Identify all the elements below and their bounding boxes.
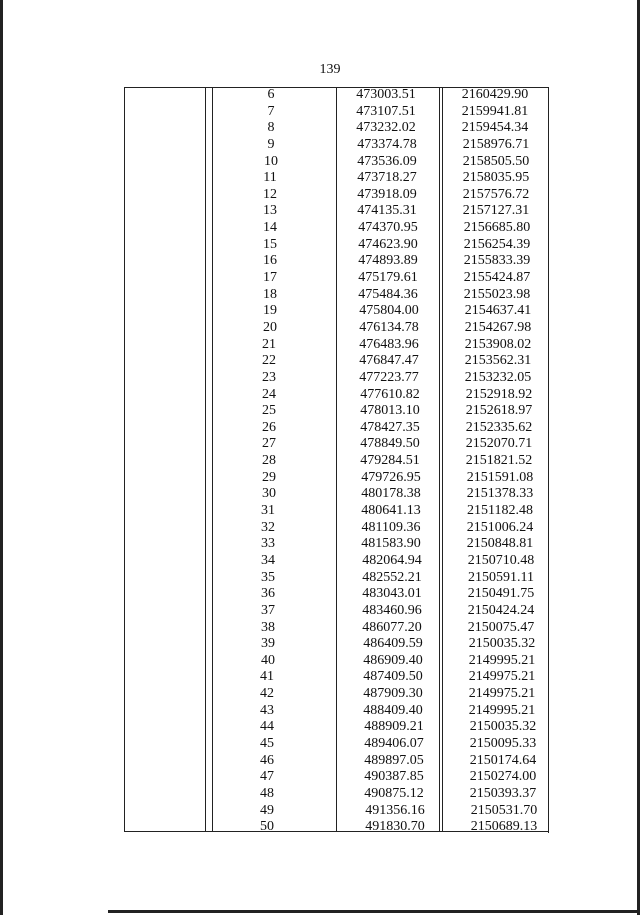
x-coordinate-cell: 478427.35	[360, 419, 420, 435]
table-row	[124, 202, 554, 219]
x-coordinate-cell: 478013.10	[360, 403, 420, 419]
x-coordinate-cell: 473918.09	[357, 186, 417, 202]
point-number-cell: 13	[263, 203, 277, 219]
table-row	[124, 752, 554, 769]
x-coordinate-cell: 480178.38	[361, 486, 421, 502]
y-coordinate-cell: 2150035.32	[468, 636, 536, 652]
y-coordinate-cell: 2150035.32	[469, 719, 537, 735]
y-coordinate-cell: 2150591.11	[468, 569, 534, 585]
point-number-cell: 43	[260, 702, 274, 718]
table-row	[124, 635, 554, 652]
x-coordinate-cell: 490387.85	[364, 769, 424, 785]
x-coordinate-cell: 476483.96	[359, 336, 419, 352]
x-coordinate-cell: 479726.95	[361, 469, 421, 485]
x-coordinate-cell: 483043.01	[362, 586, 422, 602]
y-coordinate-cell: 2149975.21	[468, 686, 536, 702]
table-row	[124, 519, 554, 536]
x-coordinate-cell: 477223.77	[359, 369, 419, 385]
table-row	[124, 419, 554, 436]
x-coordinate-cell: 473536.09	[357, 153, 417, 169]
table-row	[124, 86, 554, 103]
x-coordinate-cell: 475484.36	[358, 286, 418, 302]
table-row	[124, 585, 554, 602]
point-number-cell: 23	[262, 369, 276, 385]
y-coordinate-cell: 2156685.80	[463, 220, 531, 236]
x-coordinate-cell: 486909.40	[363, 652, 423, 668]
y-coordinate-cell: 2157127.31	[462, 203, 530, 219]
point-number-cell: 21	[262, 336, 276, 352]
y-coordinate-cell: 2155023.98	[463, 286, 531, 302]
table-row	[124, 352, 554, 369]
table-row	[124, 369, 554, 386]
point-number-cell: 41	[260, 669, 274, 685]
table-row	[124, 535, 554, 552]
point-number-cell: 38	[261, 619, 275, 635]
x-coordinate-cell: 473003.51	[356, 87, 416, 102]
x-coordinate-cell: 474135.31	[357, 203, 417, 219]
point-number-cell: 35	[261, 569, 275, 585]
point-number-cell: 8	[267, 120, 275, 136]
y-coordinate-cell: 2150531.70	[470, 802, 538, 818]
point-number-cell: 29	[262, 469, 276, 485]
table-row	[124, 469, 554, 486]
y-coordinate-cell: 2159454.34	[461, 120, 529, 136]
point-number-cell: 30	[262, 486, 276, 502]
x-coordinate-cell: 476847.47	[359, 353, 419, 369]
point-number-cell: 34	[261, 552, 275, 568]
y-coordinate-cell: 2158976.71	[462, 136, 530, 152]
point-number-cell: 24	[262, 386, 276, 402]
point-number-cell: 28	[262, 453, 276, 469]
x-coordinate-cell: 486409.59	[363, 636, 423, 652]
table-row	[124, 602, 554, 619]
table-row	[124, 569, 554, 586]
table-row	[124, 802, 554, 819]
point-number-cell: 27	[262, 436, 276, 452]
x-coordinate-cell: 482552.21	[362, 569, 422, 585]
y-coordinate-cell: 2155424.87	[463, 270, 531, 286]
y-coordinate-cell: 2152618.97	[465, 403, 533, 419]
point-number-cell: 25	[262, 403, 276, 419]
point-number-cell: 48	[260, 785, 274, 801]
x-coordinate-cell: 479284.51	[360, 453, 420, 469]
x-coordinate-cell: 489406.07	[364, 735, 424, 751]
y-coordinate-cell: 2153908.02	[464, 336, 532, 352]
point-number-cell: 26	[262, 419, 276, 435]
x-coordinate-cell: 473107.51	[356, 103, 416, 119]
table-row	[124, 619, 554, 636]
point-number-cell: 31	[261, 503, 275, 519]
y-coordinate-cell: 2154637.41	[464, 303, 532, 319]
x-coordinate-cell: 486077.20	[362, 619, 422, 635]
y-coordinate-cell: 2153562.31	[464, 353, 532, 369]
point-number-cell: 16	[263, 253, 277, 269]
x-coordinate-cell: 473718.27	[357, 170, 417, 186]
y-coordinate-cell: 2151591.08	[466, 469, 534, 485]
point-number-cell: 32	[261, 519, 275, 535]
table-row	[124, 785, 554, 802]
x-coordinate-cell: 473374.78	[357, 136, 417, 152]
table-row	[124, 818, 554, 835]
point-number-cell: 40	[261, 652, 275, 668]
scan-edge-left	[0, 0, 3, 915]
point-number-cell: 12	[263, 186, 277, 202]
page-number: 139	[319, 62, 341, 77]
y-coordinate-cell: 2150095.33	[469, 735, 537, 751]
table-row	[124, 269, 554, 286]
y-coordinate-cell: 2152918.92	[465, 386, 533, 402]
y-coordinate-cell: 2150075.47	[467, 619, 535, 635]
x-coordinate-cell: 476134.78	[359, 319, 419, 335]
y-coordinate-cell: 2150848.81	[466, 536, 534, 552]
y-coordinate-cell: 2153232.05	[464, 369, 532, 385]
y-coordinate-cell: 2150274.00	[469, 769, 537, 785]
point-number-cell: 7	[267, 103, 275, 119]
x-coordinate-cell: 488909.21	[364, 719, 424, 735]
y-coordinate-cell: 2151378.33	[466, 486, 534, 502]
scan-edge-bottom	[108, 910, 640, 913]
point-number-cell: 37	[261, 602, 275, 618]
point-number-cell: 18	[263, 286, 277, 302]
point-number-cell: 46	[260, 752, 274, 768]
y-coordinate-cell: 2157576.72	[462, 186, 530, 202]
y-coordinate-cell: 2152335.62	[465, 419, 533, 435]
point-number-cell: 49	[260, 802, 274, 818]
point-number-cell: 44	[260, 719, 274, 735]
y-coordinate-cell: 2151182.48	[467, 503, 533, 519]
y-coordinate-cell: 2150424.24	[467, 602, 535, 618]
point-number-cell: 42	[260, 686, 274, 702]
table-row	[124, 119, 554, 136]
table-row	[124, 169, 554, 186]
table-row	[124, 485, 554, 502]
table-row	[124, 103, 554, 120]
y-coordinate-cell: 2150393.37	[469, 785, 537, 801]
y-coordinate-cell: 2152070.71	[465, 436, 533, 452]
y-coordinate-cell: 2150689.13	[470, 819, 538, 835]
point-number-cell: 10	[264, 153, 278, 169]
x-coordinate-cell: 475179.61	[358, 270, 418, 286]
point-number-cell: 36	[261, 586, 275, 602]
y-coordinate-cell: 2158035.95	[462, 170, 530, 186]
point-number-cell: 20	[263, 319, 277, 335]
table-row	[124, 153, 554, 170]
x-coordinate-cell: 482064.94	[362, 552, 422, 568]
x-coordinate-cell: 488409.40	[363, 702, 423, 718]
y-coordinate-cell: 2149995.21	[468, 652, 536, 668]
x-coordinate-cell: 483460.96	[362, 602, 422, 618]
table-row	[124, 502, 554, 519]
x-coordinate-cell: 480641.13	[361, 503, 421, 519]
table-row	[124, 735, 554, 752]
y-coordinate-cell: 2160429.90	[461, 87, 529, 102]
point-number-cell: 47	[260, 769, 274, 785]
table-row	[124, 668, 554, 685]
y-coordinate-cell: 2151006.24	[466, 519, 534, 535]
y-coordinate-cell: 2150710.48	[467, 552, 535, 568]
table-row	[124, 435, 554, 452]
table-row	[124, 402, 554, 419]
y-coordinate-cell: 2149975.21	[468, 669, 536, 685]
table-row	[124, 136, 554, 153]
table-row	[124, 219, 554, 236]
x-coordinate-cell: 491356.16	[365, 802, 425, 818]
x-coordinate-cell: 487909.30	[363, 686, 423, 702]
x-coordinate-cell: 490875.12	[364, 785, 424, 801]
table-row	[124, 236, 554, 253]
y-coordinate-cell: 2151821.52	[465, 453, 533, 469]
table-row	[124, 685, 554, 702]
y-coordinate-cell: 2150174.64	[469, 752, 537, 768]
table-row	[124, 768, 554, 785]
y-coordinate-cell: 2149995.21	[468, 702, 536, 718]
point-number-cell: 6	[267, 87, 275, 102]
x-coordinate-cell: 475804.00	[359, 303, 419, 319]
x-coordinate-cell: 473232.02	[356, 120, 416, 136]
table-row	[124, 252, 554, 269]
point-number-cell: 11	[263, 170, 277, 186]
x-coordinate-cell: 474623.90	[358, 236, 418, 252]
point-number-cell: 9	[267, 136, 275, 152]
table-row	[124, 302, 554, 319]
x-coordinate-cell: 474893.89	[358, 253, 418, 269]
table-row	[124, 552, 554, 569]
x-coordinate-cell: 474370.95	[358, 220, 418, 236]
point-number-cell: 19	[263, 303, 277, 319]
table-row	[124, 186, 554, 203]
point-number-cell: 50	[260, 819, 274, 835]
y-coordinate-cell: 2156254.39	[463, 236, 531, 252]
x-coordinate-cell: 481109.36	[361, 519, 421, 535]
point-number-cell: 39	[261, 636, 275, 652]
point-number-cell: 45	[260, 735, 274, 751]
table-row	[124, 386, 554, 403]
table-row	[124, 336, 554, 353]
table-body	[124, 86, 554, 835]
x-coordinate-cell: 477610.82	[360, 386, 420, 402]
x-coordinate-cell: 489897.05	[364, 752, 424, 768]
point-number-cell: 15	[263, 236, 277, 252]
table-row	[124, 319, 554, 336]
point-number-cell: 14	[263, 220, 277, 236]
table-row	[124, 702, 554, 719]
point-number-cell: 33	[261, 536, 275, 552]
x-coordinate-cell: 481583.90	[361, 536, 421, 552]
y-coordinate-cell: 2158505.50	[462, 153, 530, 169]
table-row	[124, 452, 554, 469]
y-coordinate-cell: 2154267.98	[464, 319, 532, 335]
y-coordinate-cell: 2150491.75	[467, 586, 535, 602]
x-coordinate-cell: 487409.50	[363, 669, 423, 685]
table-row	[124, 652, 554, 669]
y-coordinate-cell: 2155833.39	[463, 253, 531, 269]
y-coordinate-cell: 2159941.81	[461, 103, 529, 119]
table-row	[124, 718, 554, 735]
table-row	[124, 286, 554, 303]
point-number-cell: 22	[262, 353, 276, 369]
x-coordinate-cell: 491830.70	[365, 819, 425, 835]
point-number-cell: 17	[263, 270, 277, 286]
x-coordinate-cell: 478849.50	[360, 436, 420, 452]
